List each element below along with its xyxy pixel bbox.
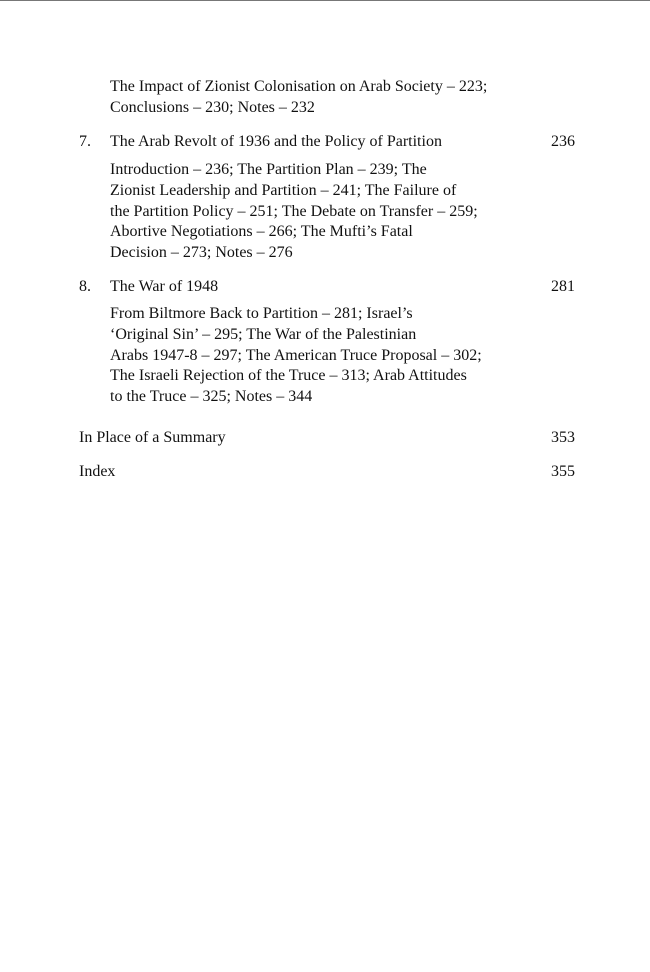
index-page: 355 — [551, 463, 575, 480]
toc-subentry-line: Abortive Negotiations – 266; The Mufti’s Fatal — [110, 223, 413, 240]
top-border — [0, 0, 650, 1]
summary-title: In Place of a Summary — [79, 429, 226, 446]
chapter-8-number: 8. — [79, 278, 91, 295]
chapter-7-number: 7. — [79, 133, 91, 150]
toc-subentry-line: to the Truce – 325; Notes – 344 — [110, 388, 313, 405]
index-title: Index — [79, 463, 116, 480]
toc-subentry-line: Zionist Leadership and Partition – 241; The Failure of — [110, 182, 457, 199]
chapter-7-title: The Arab Revolt of 1936 and the Policy of Partition — [110, 133, 442, 150]
toc-subentry-line: Arabs 1947-8 – 297; The American Truce Proposal – 302; — [110, 347, 482, 364]
summary-page: 353 — [551, 429, 575, 446]
chapter-8-title: The War of 1948 — [110, 278, 219, 295]
toc-subentry-line: The Israeli Rejection of the Truce – 313; Arab Attitudes — [110, 367, 467, 384]
chapter-7-page: 236 — [551, 133, 575, 150]
toc-subentry-line: Introduction – 236; The Partition Plan – 239; The — [110, 161, 427, 178]
toc-subentry-line: Decision – 273; Notes – 276 — [110, 244, 293, 261]
toc-subentry-line: From Biltmore Back to Partition – 281; Israel’s — [110, 305, 413, 322]
toc-subentry-line: Conclusions – 230; Notes – 232 — [110, 99, 315, 116]
chapter-8-page: 281 — [551, 278, 575, 295]
toc-subentry-line: ‘Original Sin’ – 295; The War of the Palestinian — [110, 326, 417, 343]
toc-subentry-line: the Partition Policy – 251; The Debate on Transfer – 259; — [110, 203, 478, 220]
toc-subentry-line: The Impact of Zionist Colonisation on Arab Society – 223; — [110, 78, 488, 95]
